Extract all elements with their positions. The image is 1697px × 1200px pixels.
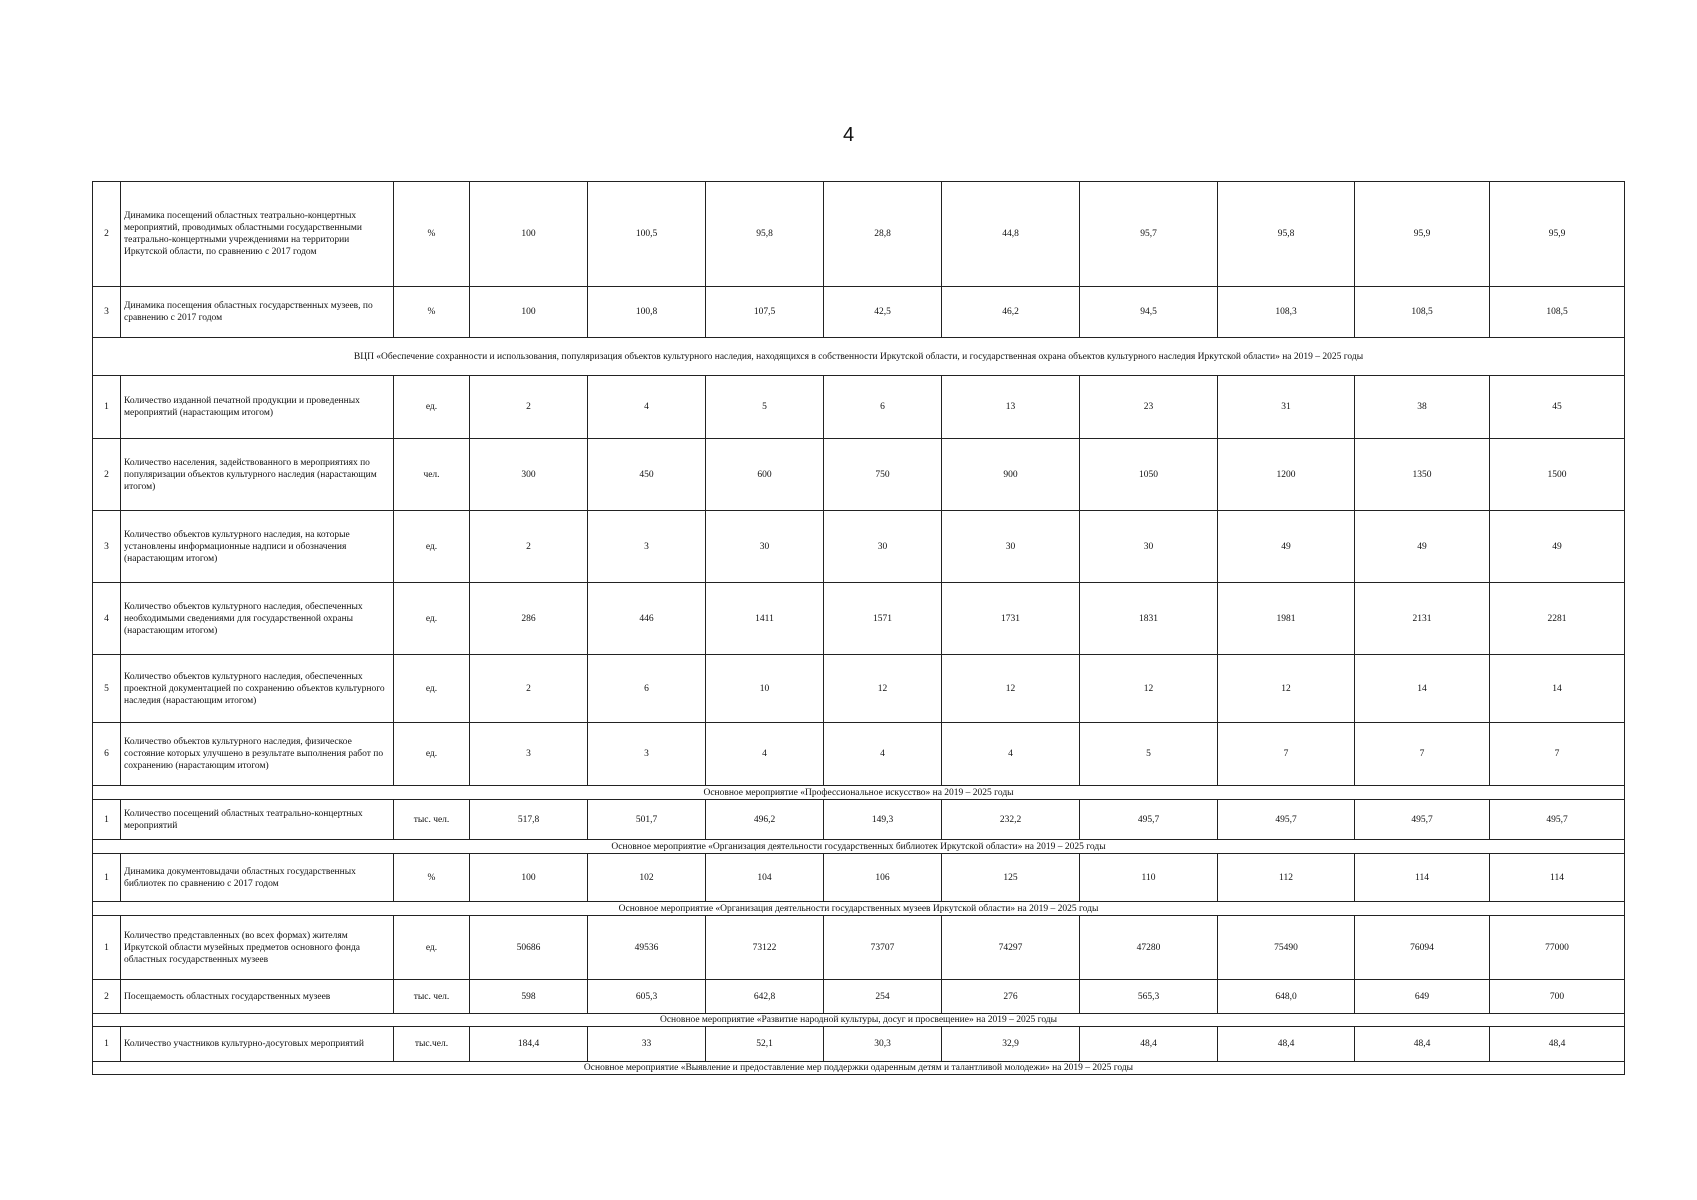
value-cell: 102 [588,854,706,902]
value-cell: 28,8 [824,182,942,287]
value-cell: 108,5 [1490,287,1625,338]
value-cell: 49 [1355,511,1490,583]
value-cell: 12 [942,655,1080,723]
value-cell: 7 [1355,723,1490,786]
value-cell: 649 [1355,980,1490,1014]
value-cell: 47280 [1080,916,1218,980]
value-cell: 50686 [470,916,588,980]
row-number: 1 [93,854,121,902]
value-cell: 95,8 [1218,182,1355,287]
value-cell: 495,7 [1490,800,1625,840]
value-cell: 2 [470,655,588,723]
value-cell: 605,3 [588,980,706,1014]
value-cell: 4 [588,376,706,439]
unit-cell: тыс. чел. [394,800,470,840]
value-cell: 446 [588,583,706,655]
section-header-row [93,1062,1625,1075]
value-cell: 33 [588,1027,706,1062]
value-cell: 4 [942,723,1080,786]
value-cell: 149,3 [824,800,942,840]
value-cell: 44,8 [942,182,1080,287]
row-number: 2 [93,182,121,287]
value-cell: 2 [470,376,588,439]
value-cell: 30 [942,511,1080,583]
table-row [93,511,1625,583]
table-row [93,376,1625,439]
table-row [93,916,1625,980]
value-cell: 46,2 [942,287,1080,338]
indicator-name: Динамика посещений областных театрально-концертных мероприятий, проводимых областными государственными театрально-концертными учреждениями на территории Иркутской области, по сравнению с 2017 годом [121,182,394,287]
value-cell: 1411 [706,583,824,655]
value-cell: 2 [470,511,588,583]
value-cell: 95,8 [706,182,824,287]
value-cell: 495,7 [1218,800,1355,840]
value-cell: 75490 [1218,916,1355,980]
unit-cell: ед. [394,655,470,723]
table-row [93,723,1625,786]
table-row [93,800,1625,840]
unit-cell: ед. [394,376,470,439]
value-cell: 642,8 [706,980,824,1014]
value-cell: 1200 [1218,439,1355,511]
table-row [93,287,1625,338]
value-cell: 14 [1355,655,1490,723]
table-row [93,980,1625,1014]
value-cell: 52,1 [706,1027,824,1062]
section-header-row [93,338,1625,376]
value-cell: 501,7 [588,800,706,840]
section-title: Основное мероприятие «Организация деятельности государственных музеев Иркутской области» на 2019 – 2025 годы [93,902,1625,916]
value-cell: 100,5 [588,182,706,287]
section-title: Основное мероприятие «Развитие народной культуры, досуг и просвещение» на 2019 – 2025 годы [93,1014,1625,1027]
value-cell: 95,9 [1355,182,1490,287]
value-cell: 700 [1490,980,1625,1014]
row-number: 6 [93,723,121,786]
value-cell: 30 [824,511,942,583]
value-cell: 600 [706,439,824,511]
value-cell: 12 [824,655,942,723]
value-cell: 13 [942,376,1080,439]
value-cell: 42,5 [824,287,942,338]
value-cell: 30,3 [824,1027,942,1062]
row-number: 3 [93,511,121,583]
value-cell: 3 [470,723,588,786]
table-row [93,182,1625,287]
value-cell: 23 [1080,376,1218,439]
value-cell: 4 [706,723,824,786]
value-cell: 1050 [1080,439,1218,511]
value-cell: 6 [588,655,706,723]
value-cell: 100 [470,182,588,287]
unit-cell: ед. [394,916,470,980]
row-number: 2 [93,980,121,1014]
section-title: ВЦП «Обеспечение сохранности и использования, популяризация объектов культурного наследия, находящихся в собственности Иркутской области, и государственная охрана объектов культурного наследия Иркутской области» на 2019 – 2025 годы [93,338,1625,376]
table-row [93,655,1625,723]
value-cell: 3 [588,511,706,583]
indicator-name: Количество объектов культурного наследия, обеспеченных необходимыми сведениями для государственной охраны (нарастающим итогом) [121,583,394,655]
unit-cell: ед. [394,723,470,786]
value-cell: 1731 [942,583,1080,655]
value-cell: 598 [470,980,588,1014]
page-number: 4 [842,124,855,146]
unit-cell: тыс.чел. [394,1027,470,1062]
indicators-table [92,181,1625,1075]
table-row [93,439,1625,511]
table-row [93,1027,1625,1062]
table-row [93,854,1625,902]
value-cell: 73707 [824,916,942,980]
value-cell: 517,8 [470,800,588,840]
value-cell: 495,7 [1355,800,1490,840]
unit-cell: ед. [394,511,470,583]
indicator-name: Количество объектов культурного наследия, обеспеченных проектной документацией по сохранению объектов культурного наследия (нарастающим итогом) [121,655,394,723]
value-cell: 496,2 [706,800,824,840]
value-cell: 750 [824,439,942,511]
row-number: 1 [93,916,121,980]
value-cell: 100,8 [588,287,706,338]
value-cell: 74297 [942,916,1080,980]
value-cell: 2131 [1355,583,1490,655]
indicator-name: Количество представленных (во всех формах) жителям Иркутской области музейных предметов основного фонда областных государственных музеев [121,916,394,980]
value-cell: 276 [942,980,1080,1014]
value-cell: 565,3 [1080,980,1218,1014]
value-cell: 1981 [1218,583,1355,655]
row-number: 1 [93,376,121,439]
value-cell: 49536 [588,916,706,980]
value-cell: 3 [588,723,706,786]
value-cell: 73122 [706,916,824,980]
row-number: 1 [93,800,121,840]
section-header-row [93,786,1625,800]
value-cell: 114 [1490,854,1625,902]
row-number: 3 [93,287,121,338]
indicator-name: Количество изданной печатной продукции и проведенных мероприятий (нарастающим итогом) [121,376,394,439]
section-title: Основное мероприятие «Выявление и предоставление мер поддержки одаренным детям и талантливой молодежи» на 2019 – 2025 годы [93,1062,1625,1075]
value-cell: 648,0 [1218,980,1355,1014]
indicator-name: Динамика посещения областных государственных музеев, по сравнению с 2017 годом [121,287,394,338]
unit-cell: % [394,182,470,287]
value-cell: 95,7 [1080,182,1218,287]
value-cell: 32,9 [942,1027,1080,1062]
value-cell: 108,3 [1218,287,1355,338]
value-cell: 495,7 [1080,800,1218,840]
section-title: Основное мероприятие «Профессиональное искусство» на 2019 – 2025 годы [93,786,1625,800]
value-cell: 286 [470,583,588,655]
unit-cell: % [394,287,470,338]
value-cell: 30 [1080,511,1218,583]
row-number: 1 [93,1027,121,1062]
section-header-row [93,840,1625,854]
value-cell: 232,2 [942,800,1080,840]
indicator-name: Количество участников культурно-досуговых мероприятий [121,1027,394,1062]
value-cell: 76094 [1355,916,1490,980]
value-cell: 30 [706,511,824,583]
value-cell: 5 [1080,723,1218,786]
value-cell: 7 [1490,723,1625,786]
value-cell: 108,5 [1355,287,1490,338]
value-cell: 900 [942,439,1080,511]
value-cell: 6 [824,376,942,439]
value-cell: 48,4 [1355,1027,1490,1062]
value-cell: 48,4 [1490,1027,1625,1062]
indicator-name: Посещаемость областных государственных музеев [121,980,394,1014]
value-cell: 77000 [1490,916,1625,980]
value-cell: 450 [588,439,706,511]
value-cell: 31 [1218,376,1355,439]
value-cell: 125 [942,854,1080,902]
value-cell: 1831 [1080,583,1218,655]
value-cell: 1500 [1490,439,1625,511]
unit-cell: % [394,854,470,902]
value-cell: 114 [1355,854,1490,902]
value-cell: 38 [1355,376,1490,439]
value-cell: 5 [706,376,824,439]
indicator-name: Количество объектов культурного наследия, на которые установлены информационные надписи и обозначения (нарастающим итогом) [121,511,394,583]
value-cell: 48,4 [1080,1027,1218,1062]
value-cell: 104 [706,854,824,902]
value-cell: 4 [824,723,942,786]
section-title: Основное мероприятие «Организация деятельности государственных библиотек Иркутской области» на 2019 – 2025 годы [93,840,1625,854]
row-number: 5 [93,655,121,723]
value-cell: 95,9 [1490,182,1625,287]
value-cell: 1571 [824,583,942,655]
value-cell: 110 [1080,854,1218,902]
unit-cell: ед. [394,583,470,655]
value-cell: 10 [706,655,824,723]
value-cell: 300 [470,439,588,511]
indicator-name: Количество посещений областных театрально-концертных мероприятий [121,800,394,840]
row-number: 4 [93,583,121,655]
value-cell: 112 [1218,854,1355,902]
value-cell: 49 [1218,511,1355,583]
section-header-row [93,1014,1625,1027]
value-cell: 49 [1490,511,1625,583]
value-cell: 100 [470,287,588,338]
value-cell: 14 [1490,655,1625,723]
unit-cell: чел. [394,439,470,511]
indicator-name: Динамика документовыдачи областных государственных библиотек по сравнению с 2017 годом [121,854,394,902]
value-cell: 48,4 [1218,1027,1355,1062]
unit-cell: тыс. чел. [394,980,470,1014]
table-row [93,583,1625,655]
indicator-name: Количество населения, задействованного в мероприятиях по популяризации объектов культурного наследия (нарастающим итогом) [121,439,394,511]
value-cell: 100 [470,854,588,902]
value-cell: 7 [1218,723,1355,786]
section-header-row [93,902,1625,916]
row-number: 2 [93,439,121,511]
value-cell: 12 [1218,655,1355,723]
value-cell: 254 [824,980,942,1014]
value-cell: 12 [1080,655,1218,723]
value-cell: 45 [1490,376,1625,439]
indicator-name: Количество объектов культурного наследия, физическое состояние которых улучшено в результате выполнения работ по сохранению (нарастающим итогом) [121,723,394,786]
value-cell: 94,5 [1080,287,1218,338]
value-cell: 2281 [1490,583,1625,655]
value-cell: 107,5 [706,287,824,338]
value-cell: 184,4 [470,1027,588,1062]
value-cell: 106 [824,854,942,902]
value-cell: 1350 [1355,439,1490,511]
